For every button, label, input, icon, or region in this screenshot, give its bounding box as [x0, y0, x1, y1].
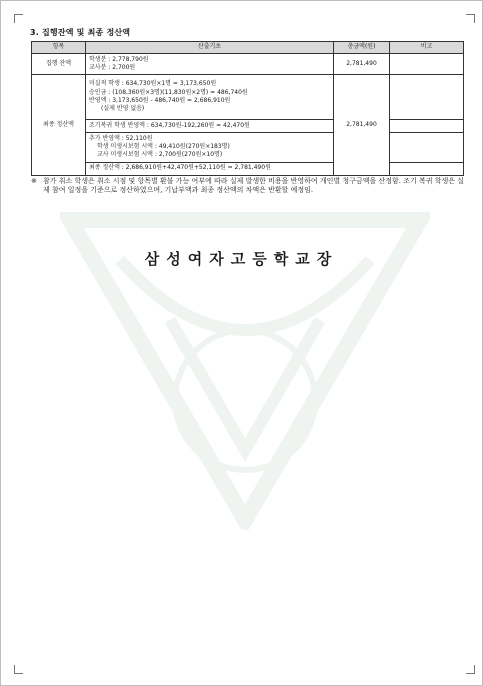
table-row-settlement-early-return [32, 120, 464, 133]
settlement-basis-block1 [86, 75, 334, 120]
settlement-basis-block2 [86, 120, 334, 133]
page-corner-mark [14, 14, 23, 23]
issuer-name: 삼성여자고등학교장 [144, 250, 339, 268]
settlement-remarks [390, 75, 464, 120]
page-corner-mark [14, 665, 23, 674]
settlement-table [31, 41, 464, 176]
header-remarks: 비고 [390, 42, 464, 54]
settlement-amount: 2,781,490 [334, 75, 390, 175]
table-row-settlement [32, 75, 464, 120]
settlement-basis-block3 [86, 133, 334, 163]
table-row-balance [32, 54, 464, 75]
basis-line: 조기복귀 학생 반영액 : 634,730원-192,260원 = 42,470원 [89, 121, 250, 129]
balance-remarks [390, 54, 464, 75]
header-amount: 총금액(원) [334, 42, 390, 54]
balance-amount: 2,781,490 [334, 54, 390, 75]
balance-item: 집행 잔액 [32, 54, 86, 75]
basis-line: 승인금 : (108,360원×3명)(11,830원×2명) = 486,740원 [89, 88, 248, 96]
header-basis: 산출기초 [86, 42, 334, 54]
table-row-settlement-final [32, 162, 464, 175]
balance-teacher-line: 교사분 : 2,700원 [89, 63, 136, 71]
settlement-remarks [390, 162, 464, 175]
settlement-remarks [390, 133, 464, 163]
settlement-item: 최종 정산액 [32, 75, 86, 175]
settlement-basis-block4 [86, 162, 334, 175]
basis-line: 미실적 학생 : 634,730원×1명 = 3,173,650원 [89, 80, 217, 88]
balance-basis [86, 54, 334, 75]
section-title: 3. 집행잔액 및 최종 정산액 [30, 28, 131, 37]
header-item: 항목 [32, 42, 86, 54]
basis-line: 교사 미생시보험 시액 : 2,700원(270원×10명) [97, 151, 223, 159]
table-row-settlement-additional [32, 133, 464, 163]
reference-mark-icon: ※ [31, 177, 37, 185]
basis-line: 반영액 : 3,173,650원 - 486,740원 = 2,686,910원 [89, 97, 231, 105]
table-header-row [32, 42, 464, 54]
settlement-remarks [390, 120, 464, 133]
page-corner-mark [466, 665, 475, 674]
basis-line: 추가 반영액 : 52,110원 [89, 134, 153, 142]
basis-line: 최종 정산액 : 2,686,910원+42,470원+52,110원 = 2,781,490원 [89, 164, 271, 172]
basis-line: 학생 미생시보험 시액 : 49,410원(270원×183명) [97, 143, 230, 151]
footnote-text: 참가 취소 학생은 취소 시점 및 항목별 환불 가능 여부에 따라 실제 발생한 비용을 반영하여 개인별 청구금액을 산정함. 조기 복귀 학생은 실제 참여 일정을 기준으로 정산하였으며, 기납부액과 최종 정산액의 차액은 반환할 예정임. [43, 177, 464, 195]
footnote [31, 177, 464, 195]
page-corner-mark [466, 14, 475, 23]
balance-student-line: 학생분 : 2,778,790원 [89, 55, 149, 63]
basis-line: (실제 반영 없음) [101, 105, 145, 113]
